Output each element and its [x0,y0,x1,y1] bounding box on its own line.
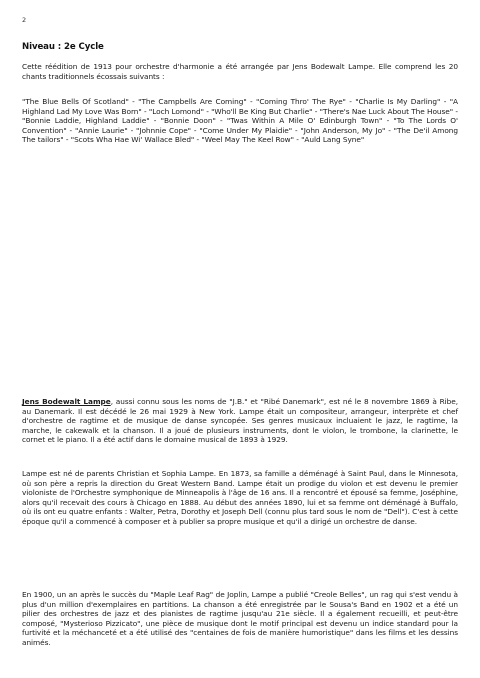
biography-paragraph-2-block [22,469,458,527]
intro-section [22,62,458,81]
biography-paragraph-3-block [22,590,458,648]
songs-section [22,97,458,145]
level-heading: Niveau : 2e Cycle [22,42,104,52]
page-number: 2 [22,16,27,24]
biography-section [22,397,458,445]
intro-paragraph: Cette réédition de 1913 pour orchestre d'harmonie a été arrangée par Jens Bodewalt Lampe. Elle comprend les 20 chants traditionnels écossais suivants : [22,62,458,81]
composer-name: Jens Bodewalt Lampe [22,397,111,406]
bio-paragraph-2: Lampe est né de parents Christian et Sophia Lampe. En 1873, sa famille a déménagé à Saint Paul, dans le Minnesota, où son père a repris la direction du Great Western Band. Lampe était un prodige du violon et est devenu le premier violoniste de l'Orchestre symphonique de Minneapolis à l'âge de 16 ans. Il a rencontré et épousé sa femme, Joséphine, alors qu'il recevait des cours à Chicago en 1888. Au début des années 1890, lui et sa femme ont déménagé à Buffalo, où ils ont eu quatre enfants : Walter, Petra, Dorothy et Joseph Dell (connu plus tard sous le nom de "Dell"). C'est à cette époque qu'il a commencé à composer et à publier sa propre musique et qu'il a dirigé un orchestre de danse. [22,469,458,526]
bio-paragraph-3: En 1900, un an après le succès du "Maple Leaf Rag" de Joplin, Lampe a publié "Creole Belles", un rag qui s'est vendu à plus d'un million d'exemplaires en partitions. La chanson a été enregistrée par le Sousa's Band en 1902 et a été un pilier des orchestres de jazz et des pianistes de ragtime jusqu'au 21e siècle. Il a également recueilli, et peut-être composé, "Mysterioso Pizzicato", une pièce de musique dont le motif principal est devenu un indice standard pour la furtivité et la méchanceté et a été utilisé des "centaines de fois de manière humoristique" dans les films et les dessins animés. [22,590,458,647]
bio-paragraph-1 [22,397,458,445]
songs-list: "The Blue Bells Of Scotland" - "The Campbells Are Coming" - "Coming Thro' The Rye" - "Charlie Is My Darling" - "A Highland Lad My Love Was Born" - "Loch Lomond" - "Who'll Be King But Charlie" - "There's Nae Luck About The House" - "Bonnie Laddie, Highland Laddie" - "Bonnie Doon" - "Twas Within A Mile O' Edinburgh Town" - "To The Lords O' Convention" - "Annie Laurie" - "Johnnie Cope" - "Come Under My Plaidie" - "John Anderson, My Jo" - "The De'il Among The tailors" - "Scots Wha Hae Wi' Wallace Bled" - "Weel May The Keel Row" - "Auld Lang Syne" [22,97,458,145]
bio-paragraph-1-text: , aussi connu sous les noms de "J.B." et "Ribé Danemark", est né le 8 novembre 1869 à Ribe, au Danemark. Il est décédé le 26 mai 1929 à New York. Lampe était un compositeur, arrangeur, interprète et chef d'orchestre de ragtime et de musique de danse syncopée. Ses genres musicaux incluaient le jazz, le ragtime, la marche, le cakewalk et la chanson. Il a joué de plusieurs instruments, dont le violon, le trombone, la clarinette, le cornet et le piano. Il a été actif dans le domaine musical de 1893 à 1929. [22,397,458,445]
